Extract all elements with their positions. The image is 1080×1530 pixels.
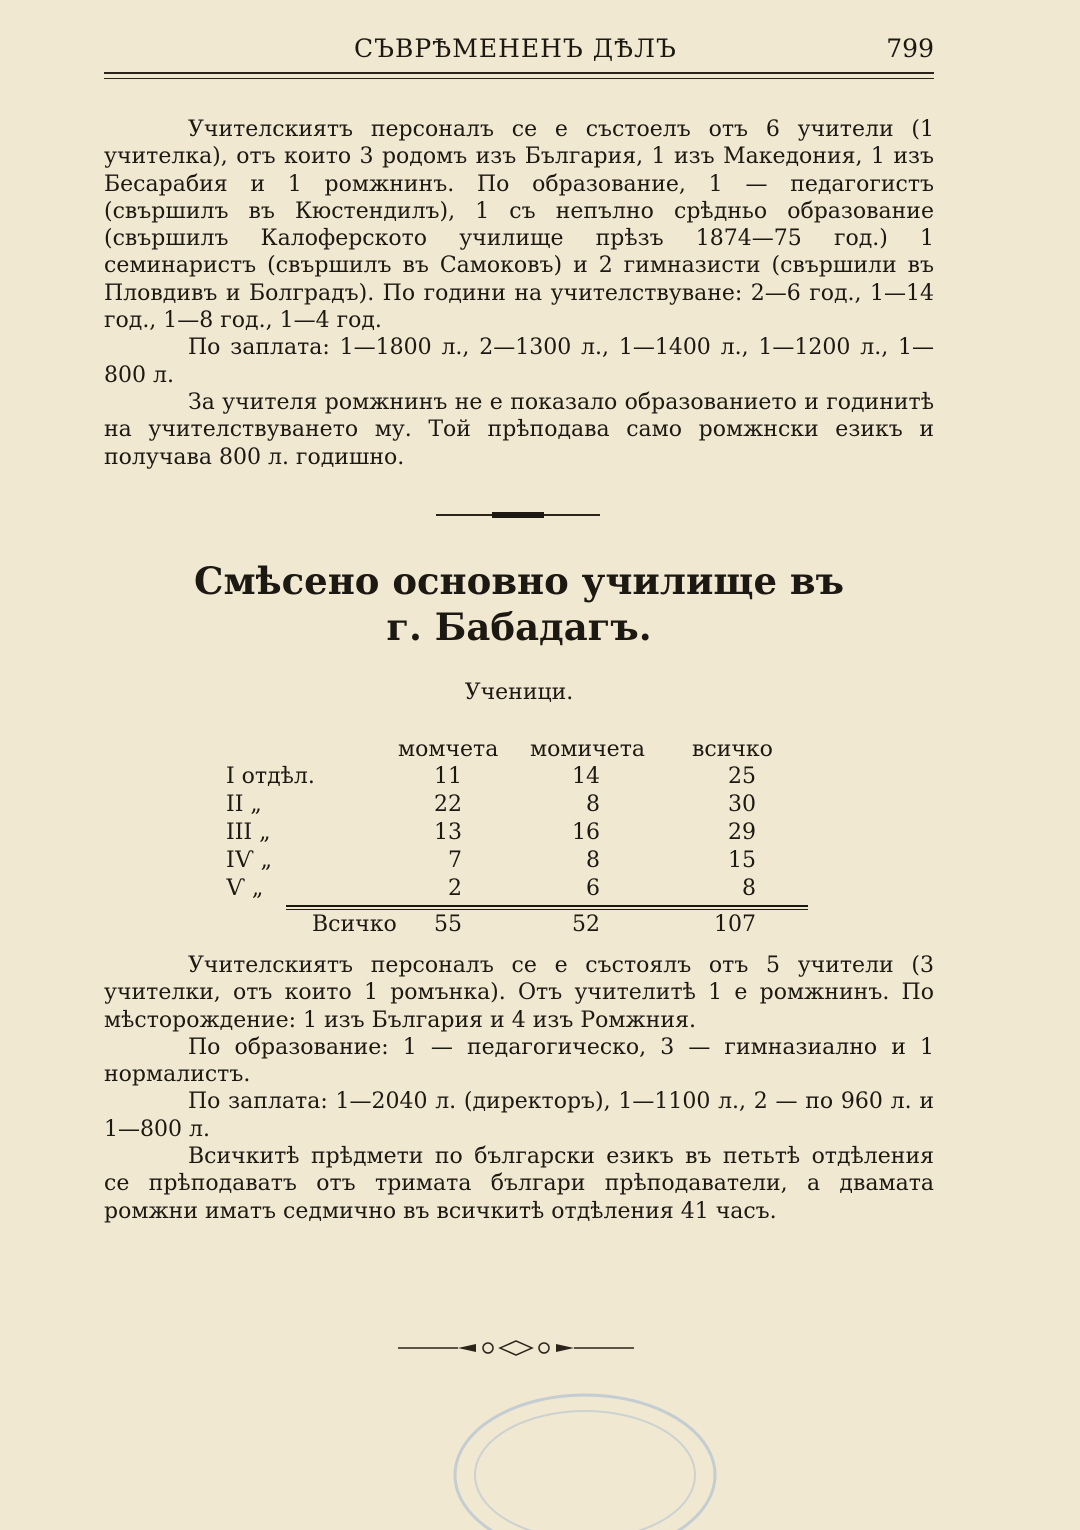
cell-total: 29: [728, 820, 756, 845]
header-rule-thin: [104, 78, 934, 79]
column-header-girls: момичета: [530, 737, 645, 762]
cell-total: 8: [742, 876, 756, 901]
section-title-line: г. Бабадагъ.: [386, 605, 652, 649]
school-paragraph: Всичкитѣ прѣдмети по български езикъ въ петьтѣ отдѣления се прѣподаватъ отъ тримата българи прѣподаватели, а двамата ромжни иматъ седмично въ всичкитѣ отдѣления 41 часъ.: [104, 1144, 934, 1224]
cell-girls: 16: [572, 820, 600, 845]
section-divider-center: [492, 512, 544, 518]
row-label: IѴ „: [226, 848, 272, 873]
column-header-boys: момчета: [398, 737, 499, 762]
row-label: III „: [226, 820, 271, 845]
school-section: [104, 952, 934, 1225]
sum-boys: 55: [434, 912, 462, 937]
cell-total: 25: [728, 764, 756, 789]
column-header-total: всичко: [692, 737, 773, 762]
running-head: [104, 30, 934, 70]
sum-total: 107: [714, 912, 756, 937]
sum-rule: [286, 905, 808, 907]
sum-rule-thin: [286, 909, 808, 910]
row-label: II „: [226, 792, 262, 817]
intro-section: [104, 116, 934, 471]
school-paragraph: По заплата: 1—2040 л. (директоръ), 1—1100 л., 2 — по 960 л. и 1—800 л.: [104, 1089, 934, 1142]
intro-paragraph: Учителскиятъ персоналъ се е състоелъ отъ 6 учители (1 учителка), отъ които 3 родомъ изъ България, 1 изъ Македония, 1 изъ Бесарабия и 1 ромжнинъ. По образование, 1 — педагогистъ (свършилъ въ Кюстендилъ), 1 съ непълно срѣдньо образование (свършилъ Калоферското училище прѣзъ 1874—75 год.) 1 семинаристъ (свършилъ въ Самоковъ) и 2 гимназисти (свършили въ Пловдивъ и Болградъ). По години на учителствуване: 2—6 год., 1—14 год., 1—8 год., 1—4 год.: [104, 117, 934, 334]
cell-boys: 2: [448, 876, 462, 901]
intro-paragraph: По заплата: 1—1800 л., 2—1300 л., 1—1400 л., 1—1200 л., 1—800 л.: [104, 335, 934, 388]
cell-girls: 6: [586, 876, 600, 901]
cell-girls: 8: [586, 848, 600, 873]
header-rule: [104, 72, 934, 74]
library-stamp: [440, 1380, 730, 1530]
section-title-line: Смѣсено основно училище въ: [194, 559, 844, 603]
school-paragraph: По образование: 1 — педагогическо, 3 — гимназиално и 1 нормалистъ.: [104, 1034, 934, 1088]
page-number: 799: [886, 34, 934, 63]
row-label: Ѵ „: [226, 876, 264, 901]
cell-boys: 11: [434, 764, 462, 789]
section-title: [104, 558, 934, 650]
cell-total: 15: [728, 848, 756, 873]
sum-girls: 52: [572, 912, 600, 937]
running-title: СЪВРѢМЕНЕНЪ ДѢЛЪ: [354, 34, 677, 63]
cell-boys: 22: [434, 792, 462, 817]
cell-girls: 14: [572, 764, 600, 789]
cell-boys: 7: [448, 848, 462, 873]
cell-girls: 8: [586, 792, 600, 817]
cell-total: 30: [728, 792, 756, 817]
intro-paragraph: За учителя ромжнинъ не е показало образованието и годинитѣ на учителствуването му. Той прѣподава само ромжнски езикъ и получава 800 л. годишно.: [104, 389, 934, 470]
table-caption: Ученици.: [464, 680, 574, 705]
end-ornament: [398, 1336, 634, 1360]
sum-label: Всичко: [312, 912, 397, 937]
school-paragraph: Учителскиятъ персоналъ се е състоялъ отъ 5 учители (3 учителки, отъ които 1 ромънка). Отъ учителитѣ 1 е ромжнинъ. По мѣсторождение: 1 изъ България и 4 изъ Ромжния.: [104, 953, 934, 1033]
row-label: I отдѣл.: [226, 764, 315, 789]
cell-boys: 13: [434, 820, 462, 845]
